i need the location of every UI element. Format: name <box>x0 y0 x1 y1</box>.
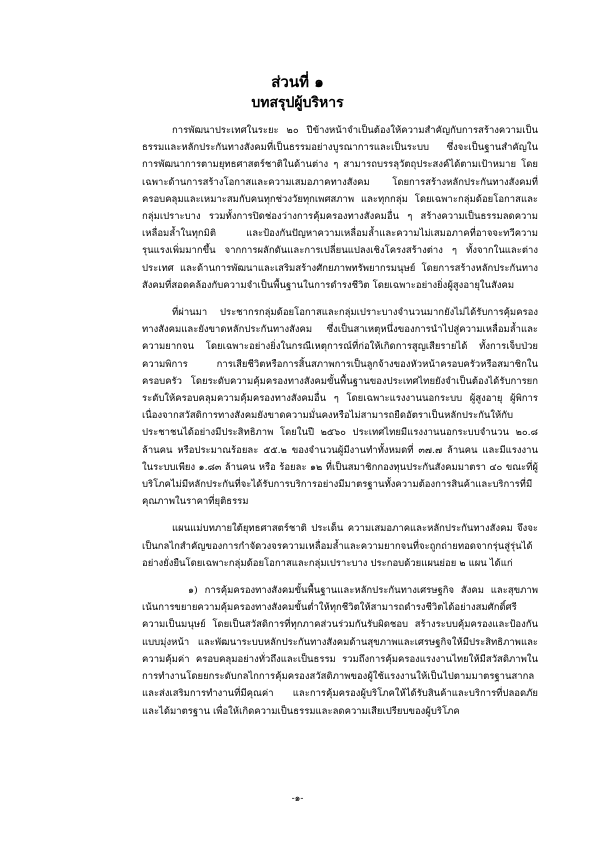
paragraph-4: ๑) การคุ้มครองทางสังคมขั้นพื้นฐานและหลักประกันทางเศรษฐกิจ สังคม และสุขภาพ เน้นการขยายความคุ้มครองทางสังคมขั้นต่ำให้ทุกชีวิตให้สามารถดำรงชีวิตได้อย่างสมศักดิ์ศรีความเป็นมนุษย์ โดยเป็นสวัสดิการที่ทุกภาคส่วนร่วมกันรับผิดชอบ สร้างระบบคุ้มครองและป้องกันแบบมุ่งหน้า และพัฒนาระบบหลักประกันทางสังคมด้านสุขภาพและเศรษฐกิจให้มีประสิทธิภาพและความคุ้มค่า ครอบคลุมอย่างทั่วถึงและเป็นธรรม รวมถึงการคุ้มครองแรงงานไทยให้มีสวัสดิภาพในการทำงานโดยยกระดับกลไกการคุ้มครองสวัสดิภาพของผู้ใช้แรงงานให้เป็นไปตามมาตรฐานสากล และส่งเสริมการทำงานที่มีคุณค่า และการคุ้มครองผู้บริโภคให้ได้รับสินค้าและบริการที่ปลอดภัยและได้มาตรฐาน เพื่อให้เกิดความเป็นธรรมและลดความเสียเปรียบของผู้บริโภค <box>142 585 538 717</box>
section-title: ส่วนที่ ๑ <box>271 73 324 91</box>
section-subtitle: บทสรุปผู้บริหาร <box>251 95 344 111</box>
paragraph-2: ที่ผ่านมา ประชากรกลุ่มด้อยโอกาสและกลุ่มเปราะบางจำนวนมากยังไม่ได้รับการคุ้มครองทางสังคมและยังขาดหลักประกันทางสังคม ซึ่งเป็นสาเหตุหนึ่งของการนำไปสู่ความเหลื่อมล้ำและความยากจน โดยเฉพาะอย่างยิ่งในกรณีเหตุการณ์ที่ก่อให้เกิดการสูญเสียรายได้ ทั้งการเจ็บป่วย ความพิการ การเสียชีวิตหรือการสิ้นสภาพการเป็นลูกจ้างของหัวหน้าครอบครัวหรือสมาชิกในครอบครัว โดยระดับความคุ้มครองทางสังคมขั้นพื้นฐานของประเทศไทยยังจำเป็นต้องได้รับการยกระดับให้ครอบคลุมความคุ้มครองทางสังคมอื่น ๆ โดยเฉพาะแรงงานนอกระบบ ผู้สูงอายุ ผู้พิการ เนื่องจากสวัสดิการทางสังคมยังขาดความมั่นคงหรือไม่สามารถยืดอัตราเป็นหลักประกันให้กับประชาชนได้อย่างมีประสิทธิภาพ โดยในปี ๒๕๖๐ ประเทศไทยมีแรงงานนอกระบบจำนวน ๒๐.๘ ล้านคน หรือประมาณร้อยละ ๕๕.๒ ของจำนวนผู้มีงานทำทั้งหมดที่ ๓๗.๗ ล้านคน และมีแรงงานในระบบเพียง ๑.๘๓ ล้านคน หรือ ร้อยละ ๑๒ ที่เป็นสมาชิกกองทุนประกันสังคมมาตรา ๔๐ ขณะที่ผู้บริโภคไม่มีหลักประกันที่จะได้รับการบริการอย่างมีมาตรฐานทั้งความต้องการสินค้าและบริการที่มีคุณภาพในราคาที่ยุติธรรม <box>142 307 538 508</box>
document-body <box>142 122 538 730</box>
page-number: -๑- <box>291 794 304 804</box>
paragraph-3: แผนแม่บทภายใต้ยุทธศาสตร์ชาติ ประเด็น ความเสมอภาคและหลักประกันทางสังคม จึงจะเป็นกลไกสำคัญของการกำจัดวงจรความเหลื่อมล้ำและความยากจนที่จะถูกถ่ายทอดจากรุ่นสู่รุ่นได้อย่างยั่งยืนโดยเฉพาะกลุ่มด้อยโอกาสและกลุ่มเปราะบาง ประกอบด้วยแผนย่อย ๒ แผน ได้แก่ <box>142 523 538 569</box>
paragraph-1: การพัฒนาประเทศในระยะ ๒๐ ปีข้างหน้าจำเป็นต้องให้ความสำคัญกับการสร้างความเป็นธรรมและหลักประกันทางสังคมที่เป็นธรรมอย่างบูรณาการและเป็นระบบ ซึ่งจะเป็นฐานสำคัญในการพัฒนาการตามยุทธศาสตร์ชาติในด้านต่าง ๆ สามารถบรรลุวัตถุประสงค์ได้ตามเป้าหมาย โดยเฉพาะด้านการสร้างโอกาสและความเสมอภาคทางสังคม โดยการสร้างหลักประกันทางสังคมที่ครอบคลุมและเหมาะสมกับคนทุกช่วงวัยทุกเพศสภาพ และทุกกลุ่ม โดยเฉพาะกลุ่มด้อยโอกาสและกลุ่มเปราะบาง รวมทั้งการปิดช่องว่างการคุ้มครองทางสังคมอื่น ๆ สร้างความเป็นธรรมลดความเหลื่อมล้ำในทุกมิติ และป้องกันปัญหาความเหลื่อมล้ำและความไม่เสมอภาคที่อาจจะทวีความรุนแรงเพิ่มมากขึ้น จากการผลักดันและการเปลี่ยนแปลงเชิงโครงสร้างต่าง ๆ ทั้งจากในและต่างประเทศ และด้านการพัฒนาและเสริมสร้างศักยภาพทรัพยากรมนุษย์ โดยการสร้างหลักประกันทางสังคมที่สอดคล้องกับความจำเป็นพื้นฐานในการดำรงชีวิต โดยเฉพาะอย่างยิ่งผู้สูงอายุในสังคม <box>142 125 538 291</box>
